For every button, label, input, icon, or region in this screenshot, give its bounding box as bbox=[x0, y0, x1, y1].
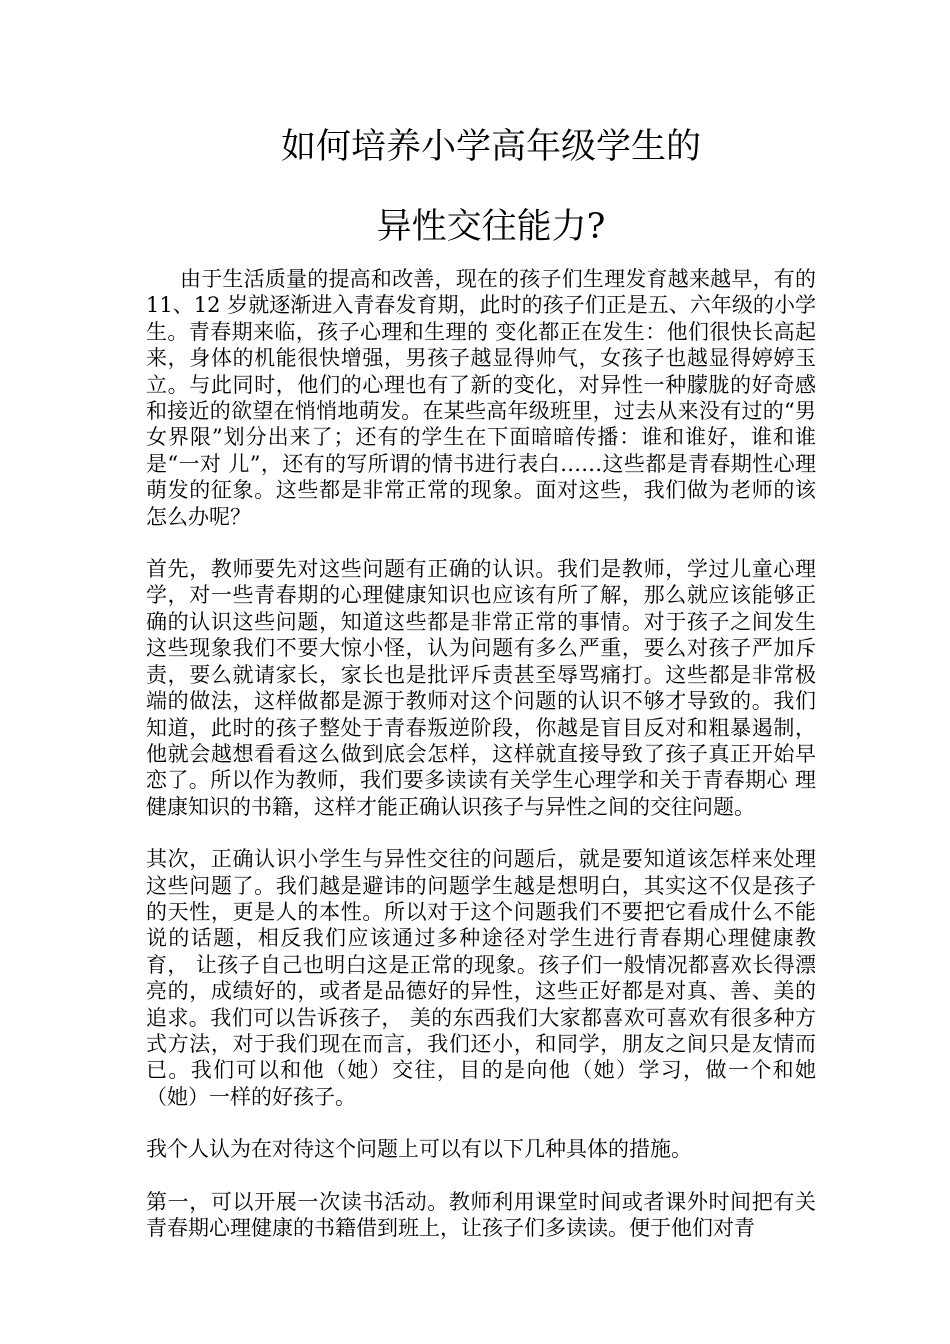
paragraph-second-point: 其次，正确认识小学生与异性交往的问题后，就是要知道该怎样来处理这些问题了。我们越是避讳的问题学生越是想明白，其实这不仅是孩子的天性，更是人的本性。所以对于这个问题我们不要把它看成什么不能说的话题，相反我们应该通过多种途径对学生进行青春期心理健康教育， 让孩子自己也明白这是正常的现象。孩子们一般情况都喜欢长得漂亮的，成绩好的，或者是品德好的异性，这些正好都是对真、善、美的追求。我们可以告诉孩子， 美的东西我们大家都喜欢可喜欢有很多种方式方法，对于我们现在而言，我们还小，和同学，朋友之间只是友情而已。我们可以和他（她）交往，目的是向他（她）学习，做一个和她（她）一样的好孩子。 bbox=[146, 847, 816, 1109]
paragraph-measures-intro: 我个人认为在对待这个问题上可以有以下几种具体的措施。 bbox=[146, 1137, 692, 1162]
paragraph-measure-one: 第一，可以开展一次读书活动。教师利用课堂时间或者课外时间把有关青春期心理健康的书籍借到班上，让孩子们多读读。便于他们对青 bbox=[146, 1189, 816, 1240]
document-body bbox=[146, 266, 816, 1241]
document-title bbox=[146, 124, 816, 250]
paragraph-intro: 由于生活质量的提高和改善，现在的孩子们生理发育越来越早，有的 11、12 岁就逐渐进入青春发育期，此时的孩子们正是五、六年级的小学生。青春期来临，孩子心理和生理的 变化都正在发生：他们很快长高起来，身体的机能很快增强，男孩子越显得帅气，女孩子也越显得婷婷玉立。与此同时，他们的心理也有了新的变化，对异性一种朦胧的好奇感和接近的欲望在悄悄地萌发。在某些高年级班里，过去从来没有过的“男女界限”划分出来了；还有的学生在下面暗暗传播：谁和谁好，谁和谁是“一对 儿”，还有的写所谓的情书进行表白……这些都是青春期性心理萌发的征象。这些都是非常正常的现象。面对这些，我们做为老师的该怎么办呢？ bbox=[146, 267, 816, 529]
paragraph-first-point: 首先，教师要先对这些问题有正确的认识。我们是教师，学过儿童心理学，对一些青春期的心理健康知识也应该有所了解，那么就应该能够正确的认识这些问题，知道这些都是非常正常的事情。对于孩子之间发生这些现象我们不要大惊小怪，认为问题有多么严重，要么对孩子严加斥责，要么就请家长，家长也是批评斥责甚至辱骂痛打。这些都是非常极端的做法，这样做都是源于教师对这个问题的认识不够才导致的。我们知道，此时的孩子整处于青春叛逆阶段，你越是盲目反对和粗暴遏制，他就会越想看看这么做到底会怎样，这样就直接导致了孩子真正开始早恋了。所以作为教师，我们要多读读有关学生心理学和关于青春期心 理健康知识的书籍，这样才能正确认识孩子与异性之间的交往问题。 bbox=[146, 557, 816, 819]
document-page bbox=[146, 124, 816, 1267]
title-line-1: 如何培养小学高年级学生的 bbox=[280, 127, 701, 167]
title-line-2: 异性交往能力? bbox=[376, 207, 606, 247]
